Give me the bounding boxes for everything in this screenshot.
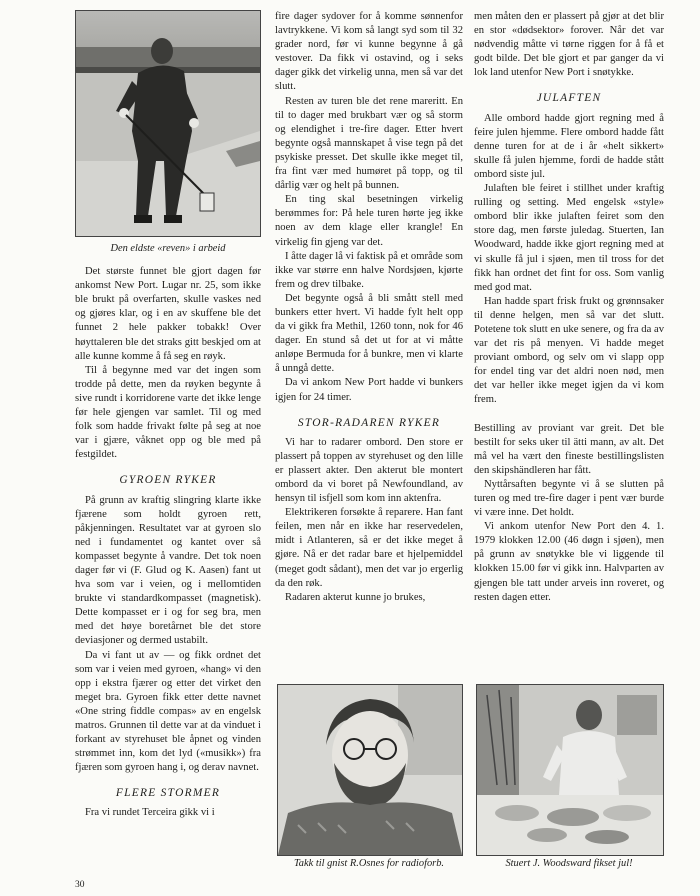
photo-radio-operator xyxy=(277,684,463,856)
paragraph: I åtte dager lå vi faktisk på et område som ikke var større enn halve Nordsjøen, kjørte frem og drev tilbake. xyxy=(275,250,463,290)
paragraph: Fra vi rundet Terceira gikk vi i xyxy=(85,807,215,819)
paragraph: Han hadde spart frisk frukt og grønnsaker til denne helgen, men så var det slutt. Potetene tok slutt en uke senere, og fra da av var det ris på menyen. Vi hadde meget proviant ombord, og selv om vi slapp opp for endel ting var det aldri noen nød, men det var heller ikke meget igjen da vi kom frem. xyxy=(474,295,664,406)
paragraph: Til å begynne med var det ingen som trodde på dette, men da røyken begynte å sive rundt i korridorene varte det ikke lenge før hele gjengen var samlet. Til og med folk som hadde frivakt følte på seg at noe var i gjære, våknet opp og ble med på festgildet. xyxy=(75,364,261,461)
column-1 xyxy=(75,10,261,821)
paragraph: Det største funnet ble gjort dagen før ankomst New Port. Lugar nr. 25, som ikke ble brukt på overfarten, skulle vaskes ned og gjøres klar, og i en av skuffene ble det funnet 2 hele pakker tobakk! Over høyttaleren ble det straks gitt beskjed om at alle kunne komme å få seg en røyk. xyxy=(75,266,261,362)
paragraph: Det begynte også å bli smått stell med bunkers etter hvert. Vi hadde fylt helt opp da vi gikk fra Methil, 1260 tonn, nok for 46 dager. En stund så det ut for at vi måtte anløpe Bermuda for å bunkre, men vi klarte å unngå dette. xyxy=(275,292,463,375)
paragraph: Da vi ankom New Port hadde vi bunkers igjen for 24 timer. xyxy=(275,377,463,403)
paragraph: Julaften ble feiret i stillhet under kraftig rulling og setting. Med engelsk «style» ombord blir ikke julaften feiret som den store dag, men første juledag. Stuerten, Ian Woodward, hadde ikke gjort regning med at vi skulle få jul i sjøen, men til tross for det fikk han ordnet det fint for oss. Som vanlig med god mat. xyxy=(474,183,664,293)
paragraph: Vi har to radarer ombord. Den store er plassert på toppen av styrehuset og den lille er plassert akter. Den akterut ble montert ombord da vi boret på Newfoundland, av hensyn til isfjell som kom inn aktenfra. xyxy=(275,436,463,505)
photo-caption: Den eldste «reven» i arbeid xyxy=(110,243,226,254)
paragraph: fire dager sydover for å komme sønnenfor lavtrykkene. Vi kom så langt syd som til 32 grader nord, før vi kunne begynne å gå vestover. Da fikk vi ostavind, og i seks dager gikk det virkelig unna, men så var det slutt. xyxy=(275,11,463,93)
paragraph: Vi ankom utenfor New Port den 4. 1. 1979 klokken 12.00 (46 døgn i sjøen), men på grunn av snøtykke ble vi liggende til klokken 15.00 før vi gikk inn. Halvparten av gjengen ble tatt under arveis inn roveret, og resten dagen etter. xyxy=(474,521,664,603)
paragraph: Alle ombord hadde gjort regning med å feire julen hjemme. Flere ombord hadde fått denne turen for at de i år «helt sikkert» skulle få julen hjemme, fordi de hadde stått ombord siste jul. xyxy=(474,112,664,180)
page-number: 30 xyxy=(75,880,85,890)
photo-worker-painting-deck xyxy=(75,10,261,237)
photo-caption: Takk til gnist R.Osnes for radioforb. xyxy=(293,858,444,869)
column-2 xyxy=(275,10,463,605)
paragraph: På grunn av kraftig slingring klarte ikke fjærene som holdt gyroen rett, påkjenningen. Resultatet var at gyroen slo ned i fundamentet og kantet over så kompasset begynte å vandre. Det tok noen dager før vi (F. Glud og K. Aasen) fant ut hva som var i veien, og i mellomtiden brukte vi standardkompasset (magnetisk). Dette kompasset er i og for seg bra, men med det høye boretårnet ble det store deviasjoner og dermed ustabilt. xyxy=(75,494,261,647)
photo-steward-christmas-buffet xyxy=(476,684,664,856)
paragraph: Elektrikeren forsøkte å reparere. Han fant feilen, men når en ikke har reservedelen, midt i Atlanteren, så er det ikke meget å gjøre. Nå er det radar bare et hjelpemiddel (meget godt sådant), men det var jo ergerlig da den røk. xyxy=(275,507,463,589)
paragraph: Da vi fant ut av — og fikk ordnet det som var i veien med gyroen, «hang» vi den opp i ekstra fjærer og etter det virket den meget bra. Gyroen fikk etter dette navnet «One string fiddle compas» av en engelsk matros. Grunnen til dette var at da vinduet i forkant av styrehuset ble åpnet og vinden strømmet inn, kom det lyd («musikk») fra fjæren som gyroen hang i, og derav navnet. xyxy=(75,649,261,774)
section-heading: STOR-RADAREN RYKER xyxy=(297,416,441,429)
column-3 xyxy=(474,10,664,605)
paragraph: Resten av turen ble det rene mareritt. En til to dager med brukbart vær og så storm og elendighet i tre-fire dager. Etter hvert begynte også mannskapet å vise tegn på det psykiske presset. Det skulle ikke meget til, fra fint vær med humøret på topp, og til dårlig vær og helt på bunnen. xyxy=(275,95,463,192)
paragraph: Nyttårsaften begynte vi å se slutten på turen og med tre-fire dager i pent vær burde vi være inne. Det holdt. xyxy=(474,478,664,519)
photo-caption: Stuert J. Woodsward fikset jul! xyxy=(505,858,633,869)
section-heading: GYROEN RYKER xyxy=(119,474,217,487)
section-heading: FLERE STORMER xyxy=(115,787,221,800)
section-heading: JULAFTEN xyxy=(536,92,602,105)
paragraph: Bestilling av proviant var greit. Det ble bestilt for seks uker til ätti mann, av alt. Det må vel ha vært den fineste bestillingslisten den skipshändleren har fått. xyxy=(474,422,664,476)
paragraph: En ting skal besetningen virkelig berømmes for: På hele turen hørte jeg ikke noen av dem klage eller krangle! En virkelig fin gjeng var det. xyxy=(275,194,463,248)
paragraph: men måten den er plassert på gjør at det blir en stor «dødsektor» forover. Når det var nødvendig måtte vi tørne riggen for å få et godt bilde. Det ble gjort et par ganger da vi lok land utenfor New Port i snøtykke. xyxy=(474,11,664,79)
paragraph: Radaren akterut kunne jo brukes, xyxy=(285,591,426,603)
